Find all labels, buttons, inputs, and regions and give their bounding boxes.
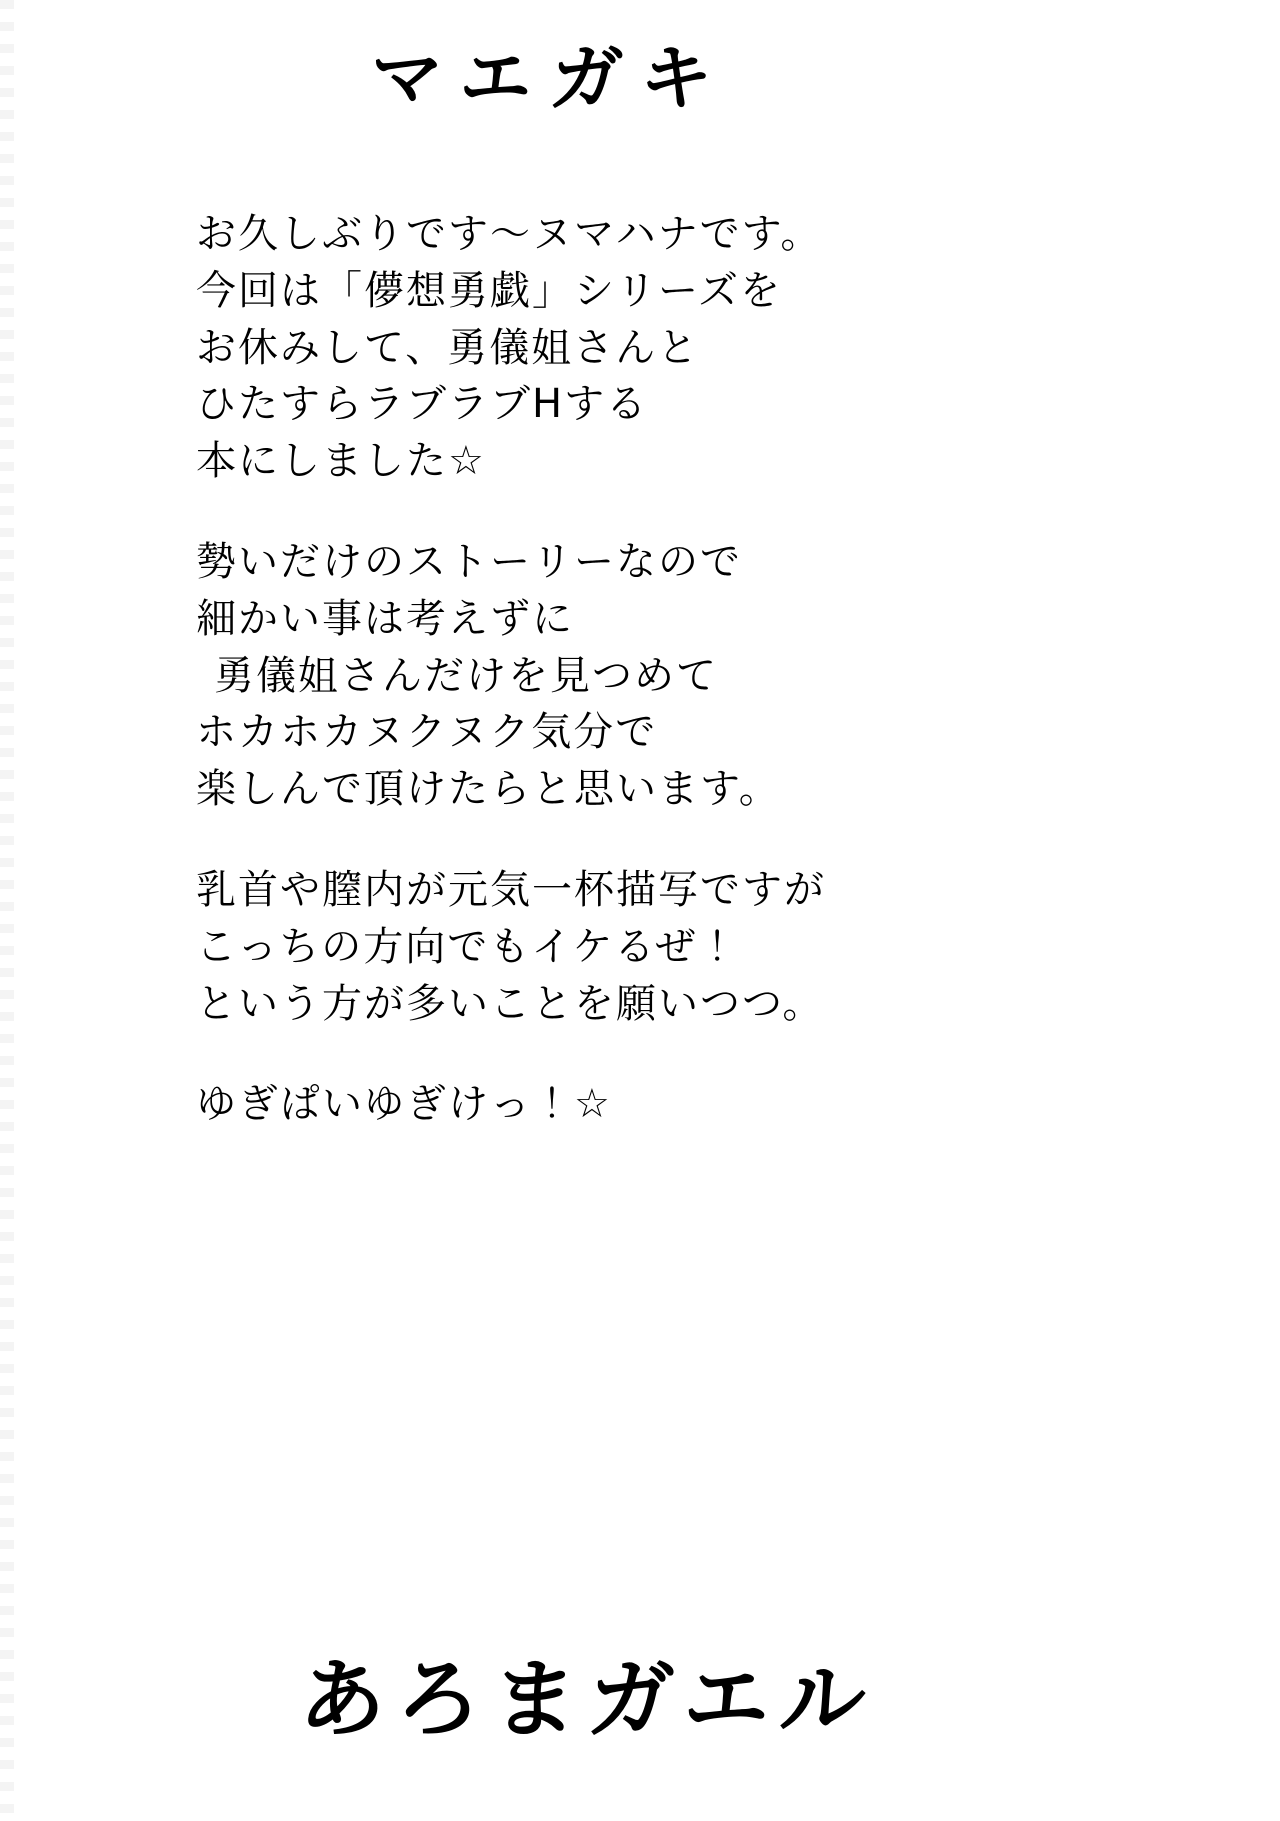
text-line: ゆぎぱいゆぎけっ！☆ [196, 1081, 612, 1128]
text-line: ひたすらラブラブHする [196, 381, 649, 428]
page-title: マエガキ [367, 36, 733, 120]
text-line: 勢いだけのストーリーなので [196, 538, 742, 585]
text-line: 勇儀姐さんだけを見つめて [214, 652, 718, 699]
text-line: 乳首や膣内が元気一杯描写ですが [196, 866, 826, 913]
paragraph-content-note [196, 862, 1096, 1032]
paragraph-story-note [196, 534, 1096, 818]
paragraph-intro [196, 206, 1096, 490]
text-line: お久しぶりです～ヌマハナです。 [196, 211, 823, 257]
text-line: ホカホカヌクヌク気分で [196, 709, 658, 756]
text-line: 細かい事は考えずに [196, 595, 574, 642]
text-line: 楽しんで頂けたらと思います。 [196, 766, 781, 813]
body-text [196, 206, 1096, 1133]
text-line: 今回は「儚想勇戯」シリーズを [196, 267, 782, 314]
text-line: 本にしました☆ [196, 438, 486, 485]
text-line: という方が多いことを願いつつ。 [196, 980, 825, 1027]
text-line: お休みして、勇儀姐さんと [196, 324, 700, 371]
text-line: こっちの方向でもイケるぜ！ [196, 923, 740, 970]
scan-edge-texture [0, 0, 14, 1821]
paragraph-closing [196, 1076, 1096, 1133]
author-signature: あろまガエル [296, 1650, 879, 1750]
